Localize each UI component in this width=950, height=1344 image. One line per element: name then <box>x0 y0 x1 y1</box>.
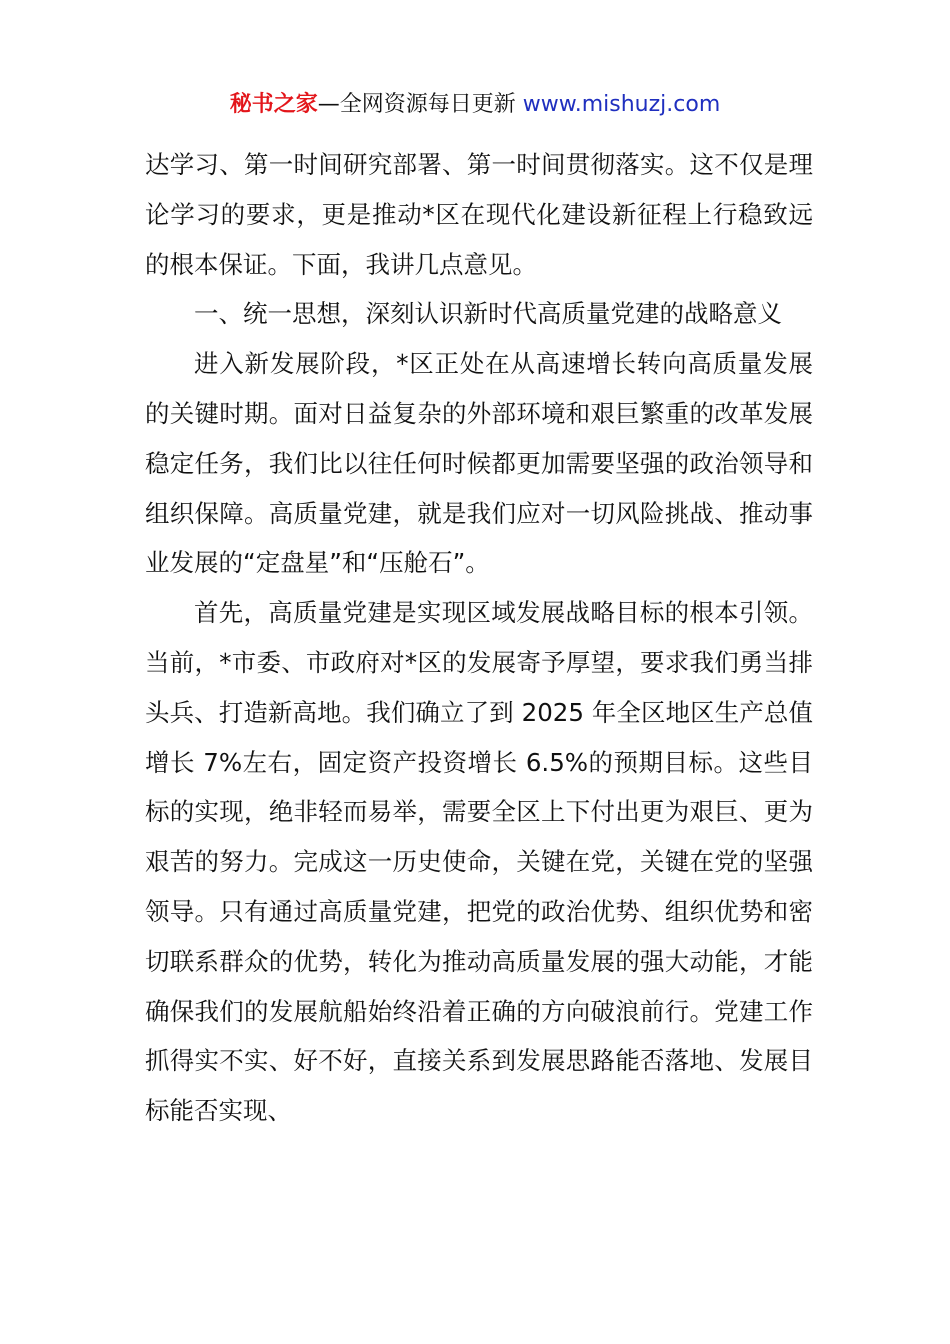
page-header <box>0 88 950 122</box>
section-heading: 一、统一思想，深刻认识新时代高质量党建的战略意义 <box>194 299 782 329</box>
paragraph: 首先，高质量党建是实现区域发展战略目标的根本引领。当前，*市委、市政府对*区的发展寄予厚望，要求我们勇当排头兵、打造新高地。我们确立了到 2025 年全区地区生产总值增长 7%左右，固定资产投资增长 6.5%的预期目标。这些目标的实现，绝非轻而易举，需要全区上下付出更为艰巨、更为艰苦的努力。完成这一历史使命，关键在党，关键在党的坚强领导。只有通过高质量党建，把党的政治优势、组织优势和密切联系群众的优势，转化为推动高质量发展的强大动能，才能确保我们的发展航船始终沿着正确的方向破浪前行。党建工作抓得实不实、好不好，直接关系到发展思路能否落地、发展目标能否实现、 <box>145 598 813 1126</box>
paragraph-continuation: 达学习、第一时间研究部署、第一时间贯彻落实。这不仅是理论学习的要求，更是推动*区在现代化建设新征程上行稳致远的根本保证。下面，我讲几点意见。 <box>145 150 813 279</box>
document-body <box>145 140 813 1136</box>
paragraph: 进入新发展阶段，*区正处在从高速增长转向高质量发展的关键时期。面对日益复杂的外部环境和艰巨繁重的改革发展稳定任务，我们比以往任何时候都更加需要坚强的政治领导和组织保障。高质量党建，就是我们应对一切风险挑战、推动事业发展的“定盘星”和“压舱石”。 <box>145 349 813 578</box>
header-brand: 秘书之家 <box>229 92 318 117</box>
header-slogan: —全网资源每日更新 <box>317 92 523 117</box>
header-site-link[interactable]: www.mishuzj.com <box>522 92 721 117</box>
